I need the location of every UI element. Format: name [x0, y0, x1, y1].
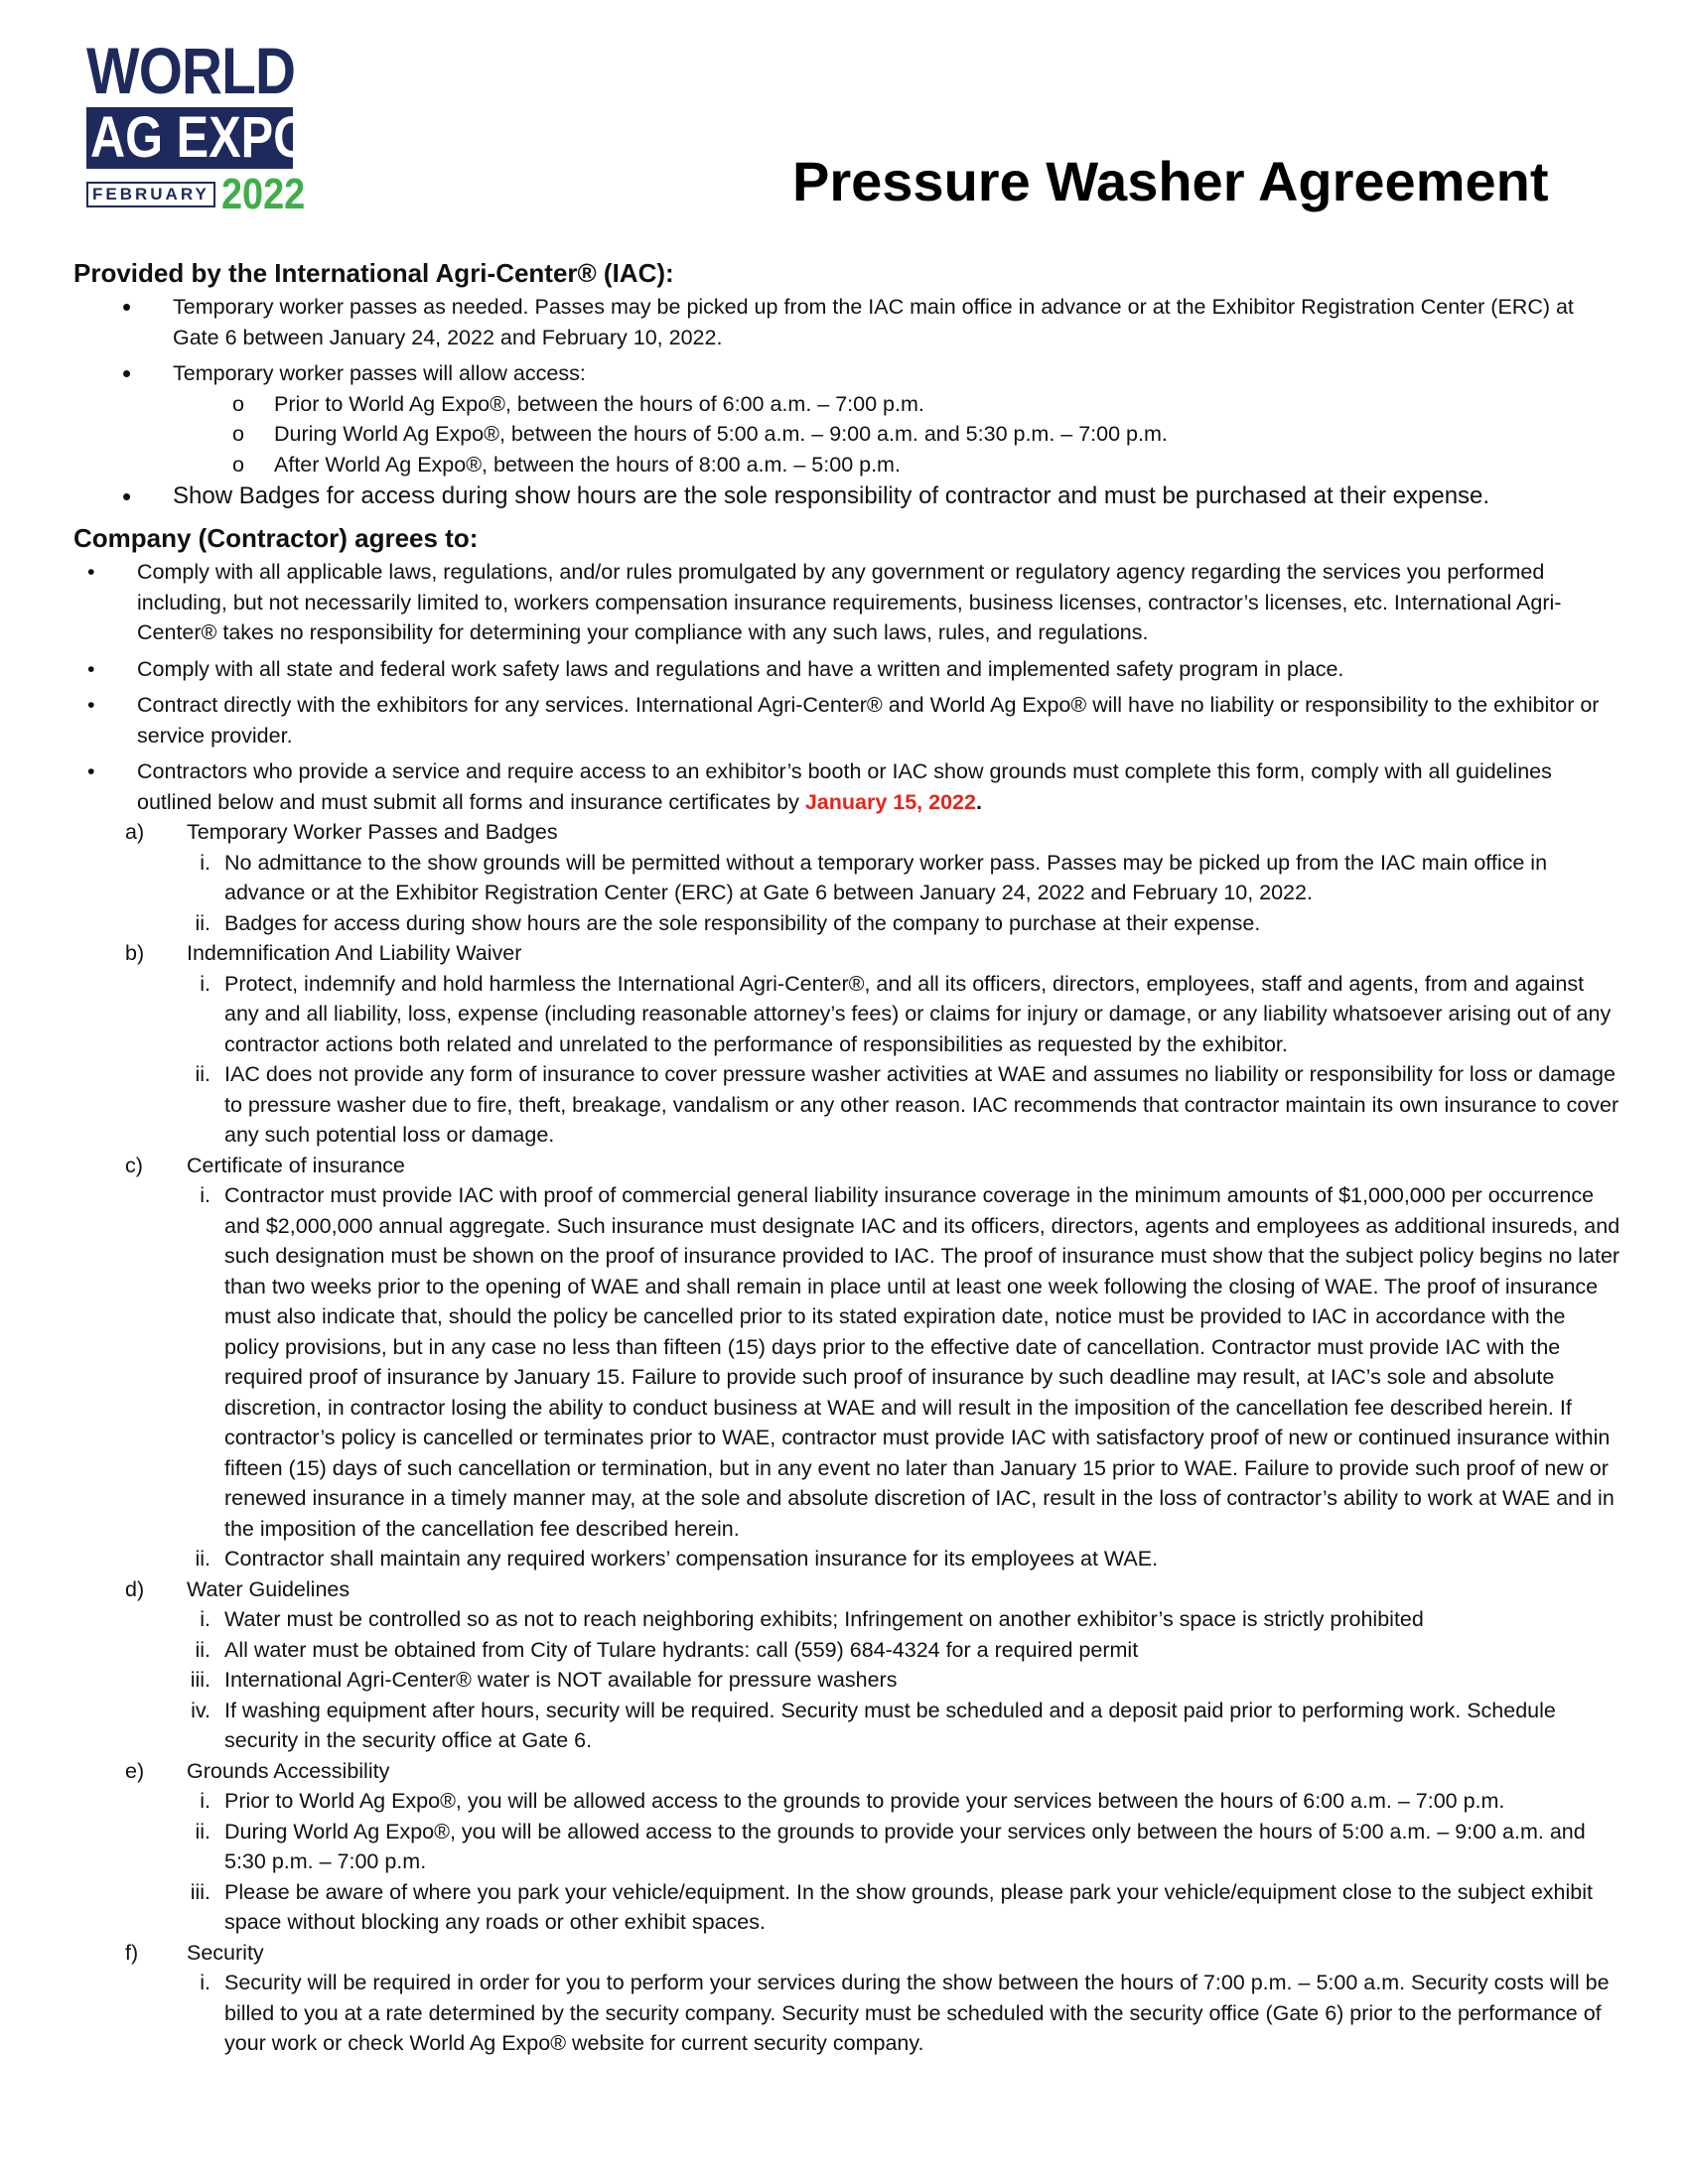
- list-item: ii. Badges for access during show hours are the sole responsibility of the company to purchase at their expense.: [195, 910, 1261, 935]
- bullet-marker: •: [122, 292, 132, 322]
- section-heading-company: Company (Contractor) agrees to:: [73, 523, 479, 553]
- logo-month: FEBRUARY: [86, 182, 215, 207]
- list-item: iii. Please be aware of where you park your vehicle/equipment. In the show grounds, please park your vehicle/equipment close to the subject exhibit space without blocking any roads or other exhibit spaces.: [190, 1879, 1593, 1934]
- list-item: • Temporary worker passes as needed. Passes may be picked up from the IAC main office in advance or at the Exhibitor Registration Center (ERC) at Gate 6 between January 24, 2022 and February 10, 2022.: [122, 292, 1574, 349]
- list-item: o Prior to World Ag Expo®, between the hours of 6:00 a.m. – 7:00 p.m.: [73, 389, 1622, 420]
- list-item: iv. If washing equipment after hours, security will be required. Security must be scheduled and a deposit paid prior to performing work. Schedule security in the security office at Gate 6.: [191, 1698, 1556, 1752]
- list-item: i. Water must be controlled so as not to reach neighboring exhibits; Infringement on another exhibitor’s space is strictly prohibited: [200, 1607, 1424, 1631]
- bullet-marker: •: [87, 693, 95, 717]
- document-title: Pressure Washer Agreement: [792, 150, 1549, 212]
- agreement-body: [73, 254, 1622, 2059]
- list-item: • Contractors who provide a service and require access to an exhibitor’s booth or IAC show grounds must complete this form, comply with all guidelines outlined below and must submit all forms and insurance certificates by January 15, 2022.: [73, 756, 1622, 817]
- bullet-marker: •: [87, 656, 95, 681]
- bullet-marker: •: [87, 560, 95, 584]
- bullet-marker: •: [122, 481, 132, 511]
- bullet-marker: •: [122, 358, 132, 388]
- list-item: i. Security will be required in order for you to perform your services during the show between the hours of 7:00 p.m. – 5:00 a.m. Security costs will be billed to you at a rate determined by the security company. Security must be scheduled with the security office (Gate 6) prior to the performance of your work or check World Ag Expo® website for current security company.: [200, 1971, 1610, 2055]
- list-item: i. No admittance to the show grounds will be permitted without a temporary worker pass. Passes may be picked up from the IAC main office in advance or at the Exhibitor Registration Center (ERC) at Gate 6 between January 24, 2022 and February 10, 2022.: [200, 850, 1548, 904]
- world-ag-expo-logo: [86, 34, 361, 218]
- list-item: • Show Badges for access during show hours are the sole responsibility of contractor and must be purchased at their expense.: [122, 481, 1490, 511]
- circle-marker: o: [232, 422, 244, 446]
- subsection-title: b) Indemnification And Liability Waiver: [125, 941, 522, 965]
- logo-world-text: WORLD: [86, 34, 296, 107]
- list-item: • Comply with all applicable laws, regulations, and/or rules promulgated by any government or regulatory agency regarding the services you performed including, but not necessarily limited to, workers compensation insurance requirements, business licenses, contractor’s licenses, etc. International Agri-Center® takes no responsibility for determining your compliance with any such laws, rules, and regulations.: [73, 557, 1622, 648]
- list-item: ii. During World Ag Expo®, you will be allowed access to the grounds to provide your services only between the hours of 5:00 a.m. – 9:00 a.m. and 5:30 p.m. – 7:00 p.m.: [195, 1819, 1586, 1873]
- subsection-title: d) Water Guidelines: [125, 1576, 351, 1601]
- circle-marker: o: [232, 452, 244, 477]
- circle-marker: o: [232, 391, 244, 416]
- list-item: o During World Ag Expo®, between the hours of 5:00 a.m. – 9:00 a.m. and 5:30 p.m. – 7:00 p.m.: [73, 419, 1622, 450]
- subsection-title: e) Grounds Accessibility: [125, 1758, 390, 1783]
- logo-ag-expo-text: AG EXPO: [90, 105, 312, 170]
- list-item: • Temporary worker passes will allow access:: [122, 358, 586, 388]
- list-item: iii. International Agri-Center® water is NOT available for pressure washers: [190, 1668, 898, 1692]
- list-item: • Comply with all state and federal work safety laws and regulations and have a written and implemented safety program in place.: [73, 654, 1622, 685]
- list-item: o After World Ag Expo®, between the hours of 8:00 a.m. – 5:00 p.m.: [73, 450, 1622, 480]
- subsection-title: a) Temporary Worker Passes and Badges: [125, 820, 558, 844]
- section-heading-provided: Provided by the International Agri-Center® (IAC):: [73, 258, 674, 288]
- list-item: ii. Contractor shall maintain any required workers’ compensation insurance for its employees at WAE.: [195, 1547, 1159, 1570]
- subsection-title: c) Certificate of insurance: [125, 1153, 405, 1177]
- list-item: ii. IAC does not provide any form of insurance to cover pressure washer activities at WAE and assumes no liability or responsibility for loss or damage to pressure washer due to fire, theft, breakage, vandalism or any other reason. IAC recommends that contractor maintain its own insurance to cover any such potential loss or damage.: [195, 1062, 1619, 1147]
- logo-ag-expo-bar: [86, 105, 361, 170]
- subsection-title: f) Security: [125, 1940, 264, 1965]
- bullet-marker: •: [87, 759, 95, 783]
- deadline-date: January 15, 2022: [804, 789, 976, 814]
- list-item: • Contract directly with the exhibitors for any services. International Agri-Center® and World Ag Expo® will have no liability or responsibility to the exhibitor or service provider.: [73, 690, 1622, 751]
- list-item: i. Contractor must provide IAC with proof of commercial general liability insurance coverage in the minimum amounts of $1,000,000 per occurrence and $2,000,000 annual aggregate. Such insurance must designate IAC and its officers, directors, agents and employees as additional insureds, and such designation must be shown on the proof of insurance provided to IAC. The proof of insurance must show that the subject policy begins no later than two weeks prior to the opening of WAE and shall remain in place until at least one week following the closing of WAE. The proof of insurance must also indicate that, should the policy be cancelled prior to its stated expiration date, notice must be provided to IAC in accordance with the policy provisions, but in any case no less than fifteen (15) days prior to the effective date of cancellation. Contractor must provide IAC with the required proof of insurance by January 15. Failure to provide such proof of insurance by such deadline may result, at IAC’s sole and absolute discretion, in contractor losing the ability to conduct business at WAE and will result in the imposition of the cancellation fee described herein. If contractor’s policy is cancelled or terminates prior to WAE, contractor must provide IAC with satisfactory proof of new or continued insurance within fifteen (15) days of such cancellation or termination, but in any event no later than January 15 prior to WAE. Failure to provide such proof of new or renewed insurance in a timely manner may, at the sole and absolute discretion of IAC, result in the loss of contractor’s ability to work at WAE and in the imposition of the cancellation fee described herein.: [200, 1183, 1620, 1541]
- list-item: ii. All water must be obtained from City of Tulare hydrants: call (559) 684-4324 for a required permit: [195, 1637, 1139, 1662]
- list-item: i. Prior to World Ag Expo®, you will be allowed access to the grounds to provide your services between the hours of 6:00 a.m. – 7:00 p.m.: [200, 1789, 1505, 1813]
- list-item: i. Protect, indemnify and hold harmless the International Agri-Center®, and all its officers, directors, employees, staff and agents, from and against any and all liability, loss, expense (including reasonable attorney’s fees) or claims for injury or damage, or any liability whatsoever arising out of any contractor actions both related and unrelated to the performance of responsibilities as requested by the exhibitor.: [200, 971, 1612, 1056]
- logo-year: 2022: [220, 170, 306, 218]
- logo-registered-mark: ®: [352, 130, 361, 146]
- logo-date: [86, 170, 306, 218]
